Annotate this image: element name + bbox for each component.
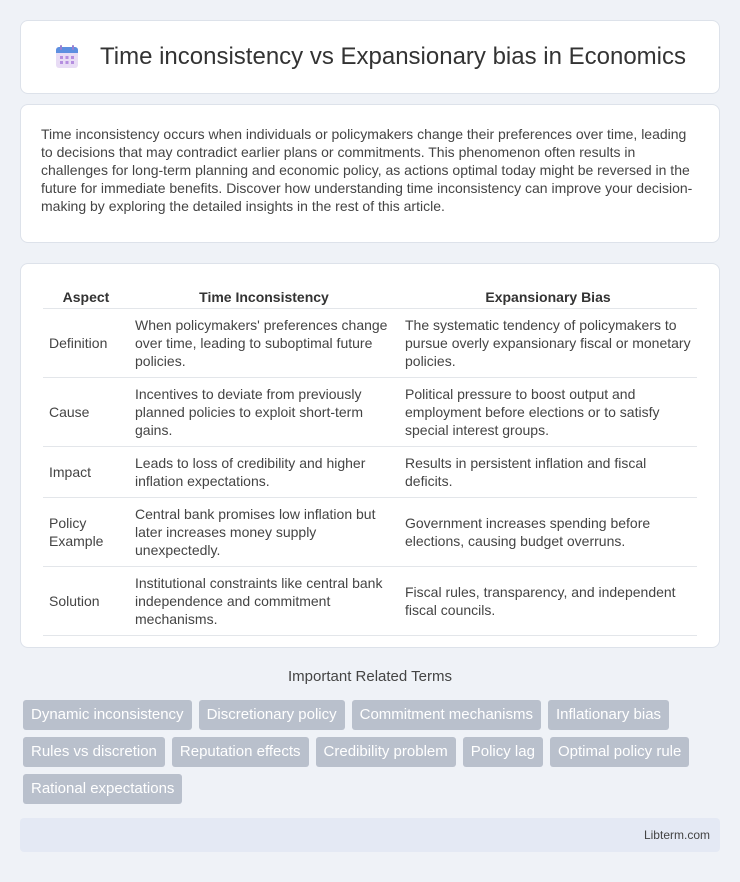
table-row <box>43 567 697 636</box>
aspect-cell: Policy Example <box>43 498 129 567</box>
related-terms-title: Important Related Terms <box>288 668 452 685</box>
related-term-tag[interactable]: Reputation effects <box>172 737 309 767</box>
related-term-tag[interactable]: Commitment mechanisms <box>352 700 541 730</box>
expansionary-bias-cell: Fiscal rules, transparency, and independent fiscal councils. <box>399 567 697 636</box>
table-row <box>43 498 697 567</box>
calendar-icon <box>54 44 80 70</box>
expansionary-bias-cell: Government increases spending before elections, causing budget overruns. <box>399 498 697 567</box>
aspect-cell: Definition <box>43 309 129 378</box>
related-term-tag[interactable]: Optimal policy rule <box>550 737 689 767</box>
comparison-table <box>43 286 697 636</box>
table-header-row <box>43 286 697 309</box>
related-term-tag[interactable]: Inflationary bias <box>548 700 669 730</box>
column-header-time-inconsistency: Time Inconsistency <box>129 286 399 309</box>
related-term-tag[interactable]: Policy lag <box>463 737 543 767</box>
aspect-cell: Solution <box>43 567 129 636</box>
related-term-tag[interactable]: Rational expectations <box>23 774 182 804</box>
expansionary-bias-cell: The systematic tendency of policymakers to pursue overly expansionary fiscal or monetary policies. <box>399 309 697 378</box>
footer-site-link[interactable]: Libterm.com <box>643 828 710 842</box>
time-inconsistency-cell: When policymakers' preferences change over time, leading to suboptimal future policies. <box>129 309 399 378</box>
intro-card <box>20 104 720 243</box>
aspect-cell: Impact <box>43 447 129 498</box>
table-row <box>43 309 697 378</box>
comparison-table-card <box>20 263 720 648</box>
time-inconsistency-cell: Incentives to deviate from previously planned policies to exploit short-term gains. <box>129 378 399 447</box>
time-inconsistency-cell: Leads to loss of credibility and higher inflation expectations. <box>129 447 399 498</box>
header-card <box>20 20 720 94</box>
related-term-tag[interactable]: Discretionary policy <box>199 700 345 730</box>
column-header-expansionary-bias: Expansionary Bias <box>399 286 697 309</box>
page-title: Time inconsistency vs Expansionary bias in Economics <box>99 43 687 70</box>
time-inconsistency-cell: Central bank promises low inflation but later increases money supply unexpectedly. <box>129 498 399 567</box>
related-term-tag[interactable]: Credibility problem <box>316 737 456 767</box>
intro-text: Time inconsistency occurs when individuals or policymakers change their preferences over time, leading to decisions that may contradict earlier plans or commitments. This phenomenon often results in challenges for long-term planning and economic policy, as actions optimal today might be reversed in the future for immediate benefits. Discover how understanding time inconsistency can improve your decision-making by exploring the detailed insights in the rest of this article. <box>41 126 693 214</box>
time-inconsistency-cell: Institutional constraints like central bank independence and commitment mechanisms. <box>129 567 399 636</box>
footer <box>20 818 720 852</box>
aspect-cell: Cause <box>43 378 129 447</box>
table-row <box>43 378 697 447</box>
related-term-tag[interactable]: Rules vs discretion <box>23 737 165 767</box>
expansionary-bias-cell: Political pressure to boost output and employment before elections or to satisfy special interest groups. <box>399 378 697 447</box>
related-term-tag[interactable]: Dynamic inconsistency <box>23 700 192 730</box>
table-row <box>43 447 697 498</box>
related-terms-list <box>23 700 723 804</box>
column-header-aspect: Aspect <box>43 286 129 309</box>
expansionary-bias-cell: Results in persistent inflation and fiscal deficits. <box>399 447 697 498</box>
